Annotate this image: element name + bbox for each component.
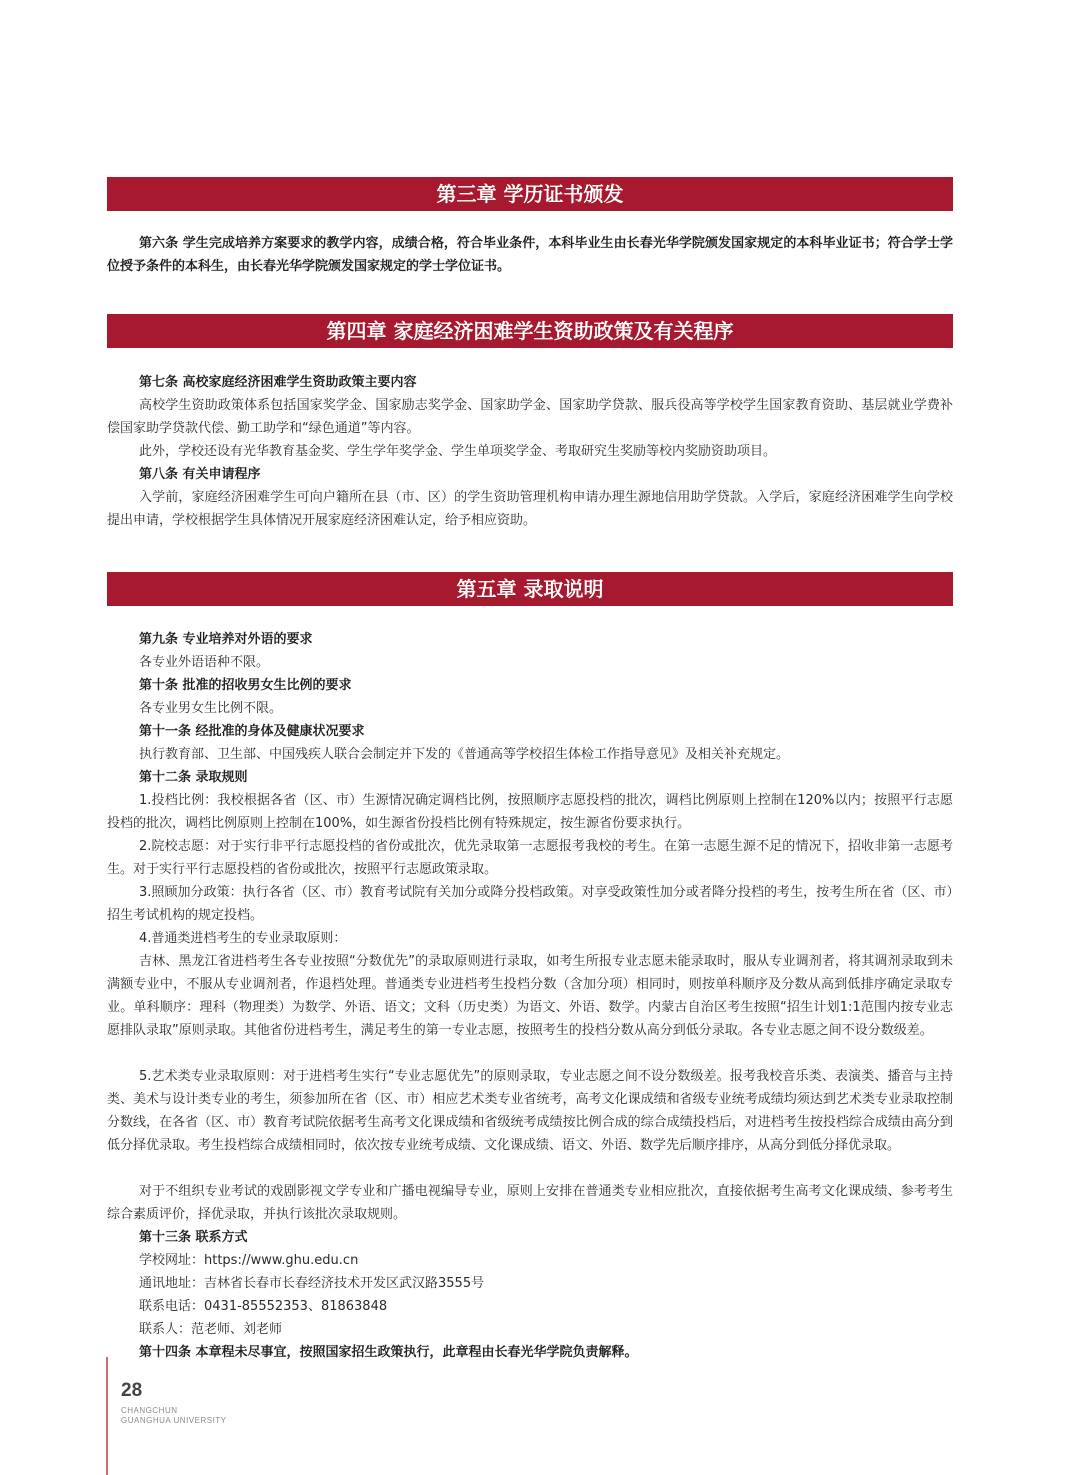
- article-10-text: 各专业男女生比例不限。: [139, 701, 283, 716]
- footer-vertical-rule: [106, 1357, 108, 1475]
- article-7-paragraph-1: 高校学生资助政策体系包括国家奖学金、国家励志奖学金、国家助学金、国家助学贷款、服兵役高等学校学生国家教育资助、基层就业学费补偿国家助学贷款代偿、勤工助学和“绿色通道”等内容。: [107, 398, 953, 436]
- article-7-paragraph-2: 此外，学校还设有光华教育基金奖、学生学年奖学金、学生单项奖学金、考取研究生奖励等校内奖励资助项目。: [139, 444, 777, 459]
- article-12-rule-1: 1.投档比例：我校根据各省（区、市）生源情况确定调档比例，按照顺序志愿投档的批次，调档比例原则上控制在120%以内；按照平行志愿投档的批次，调档比例原则上控制在100%，如生源省份投档比例有特殊规定，按生源省份要求执行。: [107, 793, 953, 831]
- university-name-line-2: GUANGHUA UNIVERSITY: [121, 1416, 227, 1425]
- article-12-heading: 第十二条 录取规则: [139, 770, 248, 785]
- article-8-heading: 第八条 有关申请程序: [139, 467, 261, 482]
- article-12-rule-2: 2.院校志愿：对于实行非平行志愿投档的省份或批次，优先录取第一志愿报考我校的考生。在第一志愿生源不足的情况下，招收非第一志愿考生。对于实行平行志愿投档的省份或批次，按照平行志愿政策录取。: [107, 839, 953, 877]
- page-number: 28: [121, 1380, 143, 1401]
- article-12-rule-5: 5.艺术类专业录取原则：对于进档考生实行“专业志愿优先”的原则录取，专业志愿之间不设分数级差。报考我校音乐类、表演类、播音与主持类、美术与设计类专业的考生，须参加所在省（区、市）相应艺术类专业省统考，高考文化课成绩和省级专业统考成绩均须达到艺术类专业录取控制分数线，在各省（区、市）教育考试院依据考生高考文化课成绩和省级统考成绩按比例合成的综合成绩投档后，对进档考生按投档综合成绩由高分到低分择优录取。考生投档综合成绩相同时，依次按专业统考成绩、文化课成绩、语文、外语、数学先后顺序排序，从高分到低分择优录取。: [107, 1069, 953, 1153]
- article-14-text: 第十四条 本章程未尽事宜，按照国家招生政策执行，此章程由长春光华学院负责解释。: [139, 1345, 638, 1360]
- article-13-heading: 第十三条 联系方式: [139, 1230, 248, 1245]
- article-12-rule-4-heading: 4.普通类进档考生的专业录取原则：: [139, 931, 347, 946]
- article-8-paragraph: 入学前，家庭经济困难学生可向户籍所在县（市、区）的学生资助管理机构申请办理生源地信用助学贷款。入学后，家庭经济困难学生向学校提出申请，学校根据学生具体情况开展家庭经济困难认定，给予相应资助。: [107, 490, 953, 528]
- university-name-line-1: CHANGCHUN: [121, 1406, 178, 1415]
- article-12-rule-4: 吉林、黑龙江省进档考生各专业按照“分数优先”的录取原则进行录取，如考生所报专业志愿未能录取时，服从专业调剂者，将其调剂录取到未满额专业中，不服从专业调剂者，作退档处理。普通类专业进档考生投档分数（含加分项）相同时，则按单科顺序及分数从高到低排序确定录取专业。单科顺序：理科（物理类）为数学、外语、语文；文科（历史类）为语文、外语、数学。内蒙古自治区考生按照“招生计划1:1范围内按专业志愿排队录取”原则录取。其他省份进档考生，满足考生的第一专业志愿，按照考生的投档分数从高分到低分录取。各专业志愿之间不设分数级差。: [107, 954, 953, 1038]
- article-7-heading: 第七条 高校家庭经济困难学生资助政策主要内容: [139, 375, 417, 390]
- chapter-4-banner: 第四章 家庭经济困难学生资助政策及有关程序: [107, 314, 953, 348]
- contact-phone: 联系电话：0431-85552353、81863848: [139, 1299, 388, 1314]
- article-10-heading: 第十条 批准的招收男女生比例的要求: [139, 678, 352, 693]
- article-6-text: 第六条 学生完成培养方案要求的教学内容，成绩合格，符合毕业条件，本科毕业生由长春光华学院颁发国家规定的本科毕业证书；符合学士学位授予条件的本科生，由长春光华学院颁发国家规定的学士学位证书。: [107, 236, 953, 274]
- article-11-heading: 第十一条 经批准的身体及健康状况要求: [139, 724, 365, 739]
- article-9-text: 各专业外语语种不限。: [139, 655, 270, 670]
- article-12-rule-6: 对于不组织专业考试的戏剧影视文学专业和广播电视编导专业，原则上安排在普通类专业相应批次，直接依据考生高考文化课成绩、参考考生综合素质评价，择优录取，并执行该批次录取规则。: [107, 1184, 953, 1222]
- contact-address: 通讯地址：吉林省长春市长春经济技术开发区武汉路3555号: [139, 1276, 485, 1291]
- article-11-text: 执行教育部、卫生部、中国残疾人联合会制定并下发的《普通高等学校招生体检工作指导意见》及相关补充规定。: [139, 747, 790, 762]
- chapter-3-banner: 第三章 学历证书颁发: [107, 177, 953, 211]
- contact-person: 联系人：范老师、刘老师: [139, 1322, 283, 1337]
- article-9-heading: 第九条 专业培养对外语的要求: [139, 632, 313, 647]
- contact-website: 学校网址：https://www.ghu.edu.cn: [139, 1253, 359, 1268]
- article-12-rule-3: 3.照顾加分政策：执行各省（区、市）教育考试院有关加分或降分投档政策。对享受政策性加分或者降分投档的考生，按考生所在省（区、市）招生考试机构的规定投档。: [107, 885, 953, 923]
- chapter-5-banner: 第五章 录取说明: [107, 572, 953, 606]
